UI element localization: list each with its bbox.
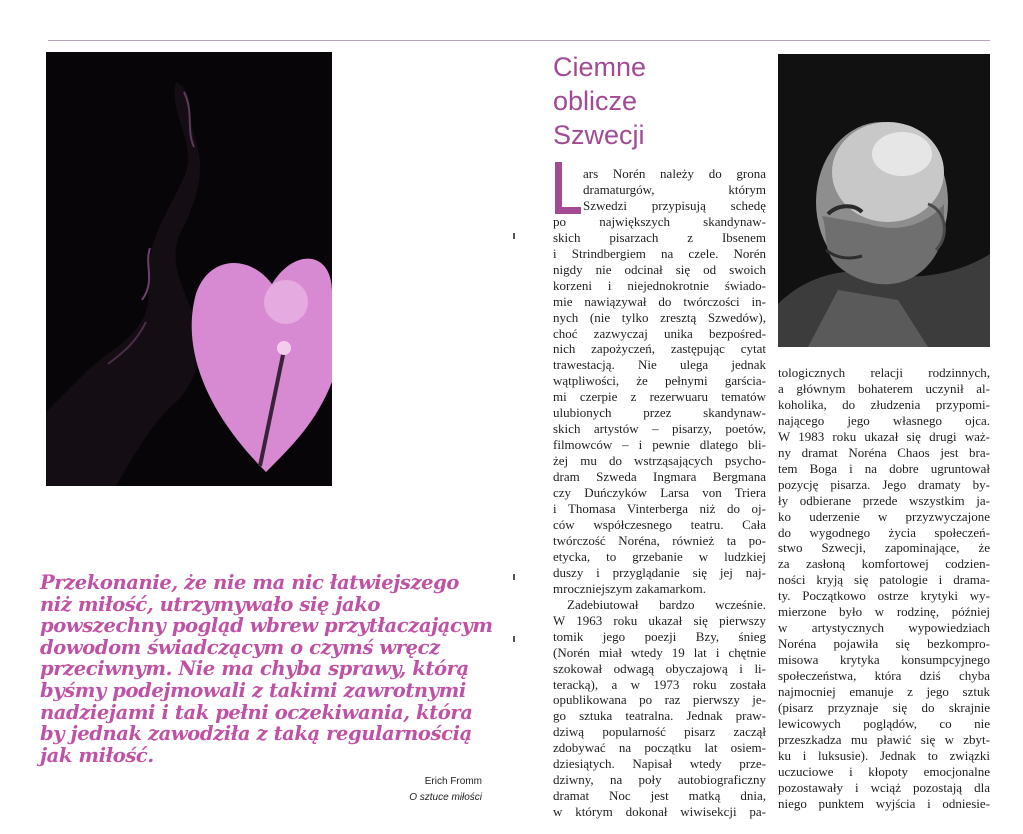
- text-line: dramat Noc jest matką dnia,: [553, 788, 766, 804]
- text-line: trawestacją. Nie ulega jednak: [553, 357, 766, 373]
- quote-source: O sztuce miłości: [409, 792, 482, 803]
- text-line: stwo Szwecji, zapominające, że: [778, 540, 990, 556]
- gutter-mark: [513, 574, 515, 580]
- quote-line: byśmy podejmowali z takimi zawrotnymi: [40, 678, 466, 702]
- text-line: społeczeństwa, która dziś chyba: [778, 668, 990, 684]
- quote-line: przeciwnym. Nie ma chyba sprawy, którą: [40, 657, 469, 681]
- text-line: misowa krytyka konsumpcyjnego: [778, 652, 990, 668]
- text-line: mi czerpie z rezerwuaru tematów: [553, 389, 766, 405]
- pull-quote: [40, 571, 493, 767]
- quote-line: powszechny pogląd wbrew przytłaczającym: [40, 614, 493, 638]
- text-line: ko uderzenie w przyzwyczajone: [778, 508, 990, 524]
- text-line: Zadebiutował bardzo wcześnie.: [567, 596, 766, 612]
- heart-silhouette-photo: [46, 52, 332, 486]
- quote-line: jak miłość.: [40, 743, 154, 767]
- text-line: pozycję pisarza. Jego dramaty by-: [778, 476, 990, 492]
- text-line: tem Boga i na dobre ugruntował: [778, 460, 990, 476]
- text-line: w artystycznych wypowiedziach: [778, 620, 990, 636]
- text-line: żej mu do wstrząsających psycho-: [553, 453, 766, 469]
- quote-line: dowodom świadczącym o czymś wręcz: [40, 635, 440, 659]
- text-line: uczuciowe i kłopoty emocjonalne: [778, 763, 990, 779]
- article-title: [553, 50, 646, 152]
- author-portrait-photo: [778, 54, 990, 347]
- text-line: ny dramat Noréna Chaos jest bra-: [778, 444, 990, 460]
- text-line: skich artystów – pisarzy, poetów,: [553, 421, 766, 437]
- text-line: koholika, do złudzenia przypomi-: [778, 396, 990, 412]
- text-line: dramaturgów, którym: [583, 181, 766, 197]
- text-line: pozostawały i wciąż pozostają dla: [778, 779, 990, 795]
- text-line: skich pisarzach z Ibsenem: [553, 229, 766, 245]
- text-line: czy Duńczyków Larsa von Triera: [553, 485, 766, 501]
- text-line: najmocniej emanuje z jego sztuk: [778, 684, 990, 700]
- text-line: za zasłoną komfortowej codzien-: [778, 556, 990, 572]
- text-line: dram Szweda Ingmara Bergmana: [553, 469, 766, 485]
- text-line: teracką), a w 1973 roku została: [553, 676, 766, 692]
- text-line: dziwą popularność pisarz zaczął: [553, 724, 766, 740]
- text-line: lewicowych poglądów, co nie: [778, 715, 990, 731]
- text-line: choć zazwyczaj unika bezpośred-: [553, 325, 766, 341]
- top-rule: [48, 40, 990, 41]
- title-line: oblicze: [553, 86, 638, 116]
- text-line: wątpliwości, że pełnymi garścia-: [553, 373, 766, 389]
- text-line: dziwny, na poły autobiograficzny: [553, 772, 766, 788]
- quote-line: by jednak zawodziła z taką regularnością: [40, 722, 472, 746]
- text-line: (pisarz przyznaje się do skrajnie: [778, 700, 990, 716]
- text-line: w którym dokonał wiwisekcji pa-: [553, 804, 766, 820]
- gutter-mark: [513, 636, 515, 642]
- title-line: Ciemne: [553, 52, 647, 82]
- text-line: go sztuka teatralna. Jednak praw-: [553, 708, 766, 724]
- text-line: nigdy nie odcinał się od swoich: [553, 261, 766, 277]
- text-line: nich zapożyczeń, zastępując cytat: [553, 341, 766, 357]
- quote-author: Erich Fromm: [424, 776, 482, 787]
- text-line: i Strindbergiem na czele. Norén: [553, 245, 766, 261]
- text-line: filmowców – i pewnie dlatego bli-: [553, 437, 766, 453]
- text-line: W 1963 roku ukazał się pierwszy: [553, 612, 766, 628]
- text-line: tologicznych relacji rodzinnych,: [778, 365, 990, 380]
- text-line: Noréna pojawiła się bezkompro-: [778, 636, 990, 652]
- text-line: nych (nie tylko zresztą Szwedów),: [553, 309, 766, 325]
- text-line: szokował odwagą obyczajową i li-: [553, 660, 766, 676]
- text-line: ku i luksusie). Jednak to związki: [778, 747, 990, 763]
- text-line: ły odbierane przede wszystkim ja-: [778, 492, 990, 508]
- quote-line: nadziejami i tak pełni oczekiwania, która: [40, 700, 473, 724]
- text-line: i Thomasa Vinterberga niż do oj-: [553, 501, 766, 517]
- text-line: ars Norén należy do grona: [583, 166, 766, 181]
- text-line: dziesiątych. Napisał wtedy prze-: [553, 756, 766, 772]
- text-line: Szwedzi przypisują schedę: [583, 197, 766, 213]
- text-line: ności kryją się patologie i drama-: [778, 572, 990, 588]
- text-line: tomik jego poezji Bzy, śnieg: [553, 628, 766, 644]
- text-line: W 1983 roku ukazał się drugi waż-: [778, 428, 990, 444]
- text-line: ty. Początkowo ostrze krytyki wy-: [778, 588, 990, 604]
- text-line: mroczniejszym zakamarkom.: [553, 580, 707, 596]
- article-column-1: [553, 166, 766, 820]
- text-line: po największych skandynaw-: [553, 213, 766, 229]
- text-line: do wygodnego życia społeczeń-: [778, 524, 990, 540]
- text-line: a głównym bohaterem uczynił al-: [778, 380, 990, 396]
- text-line: opublikowana po raz pierwszy je-: [553, 692, 766, 708]
- quote-line: Przekonanie, że nie ma nic łatwiejszego: [40, 571, 459, 594]
- text-line: zdobywać na początku lat osiem-: [553, 740, 766, 756]
- title-line: Szwecji: [553, 120, 645, 150]
- text-line: ulubionych przez skandynaw-: [553, 405, 766, 421]
- text-line: duszy i przyglądanie się jej naj-: [553, 564, 766, 580]
- text-line: nającego jego własnego ojca.: [778, 412, 990, 428]
- text-line: ców współczesnego teatru. Cała: [553, 516, 766, 532]
- text-line: mierzone było w rodzinę, później: [778, 604, 990, 620]
- text-line: przeszkadza mu pławić się w zbyt-: [778, 731, 990, 747]
- text-line: niego punktem wyjścia i odniesie-: [778, 795, 990, 811]
- text-line: korzeni i niejednokrotnie świado-: [553, 277, 766, 293]
- text-line: mie nawiązywał do twórczości in-: [553, 293, 766, 309]
- quote-attribution: [409, 774, 482, 806]
- quote-line: niż miłość, utrzymywało się jako: [40, 592, 380, 616]
- text-line: twórczość Noréna, również ta po-: [553, 532, 766, 548]
- article-column-2: [778, 365, 990, 812]
- text-line: etycka, to grzebanie w ludzkiej: [553, 548, 766, 564]
- text-line: (Norén miał wtedy 19 lat i chętnie: [553, 644, 766, 660]
- gutter-mark: [513, 233, 515, 239]
